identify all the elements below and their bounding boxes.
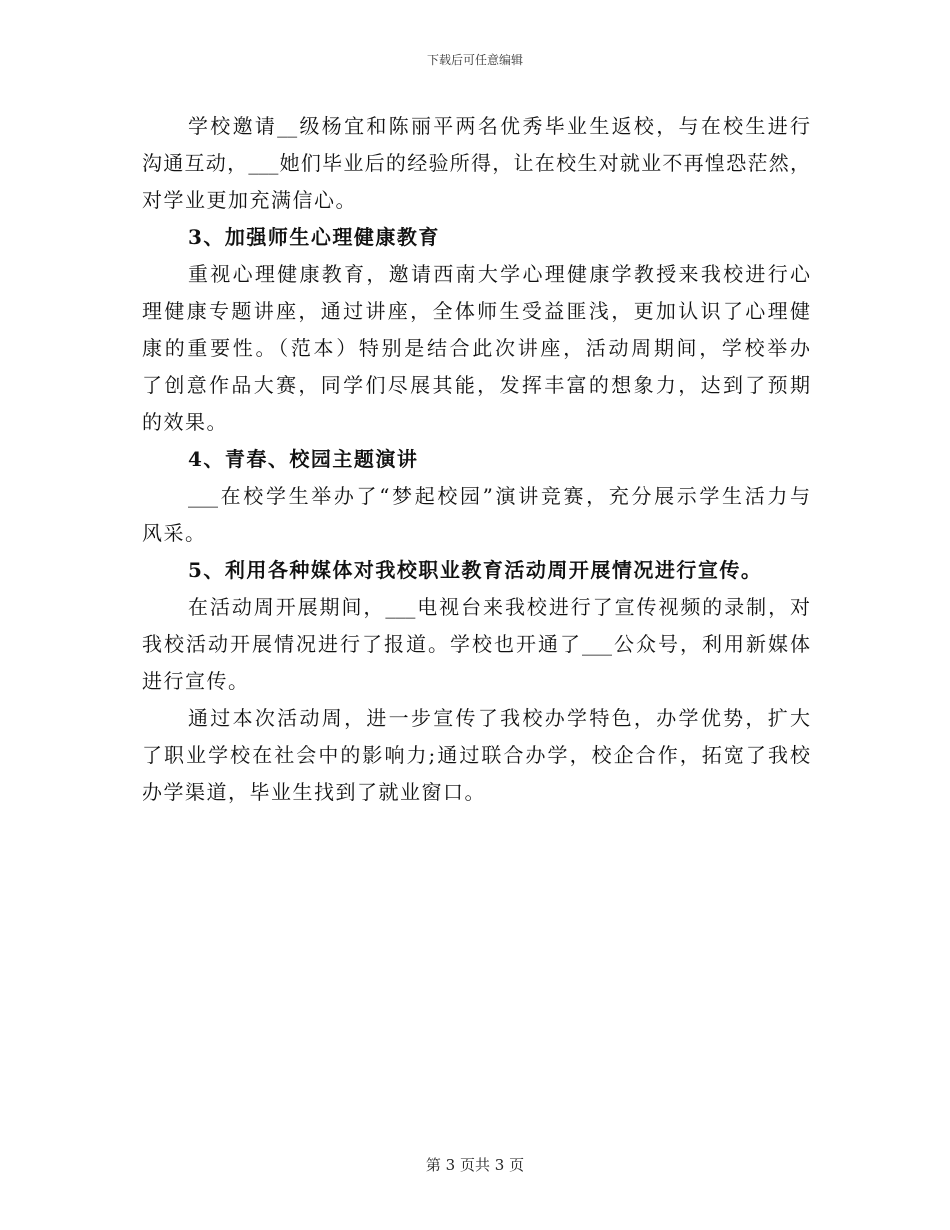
page-header: 下载后可任意编辑 — [426, 53, 523, 67]
paragraph-line: 对学业更加充满信心。 — [142, 188, 357, 212]
paragraph-line: 重视心理健康教育，邀请西南大学心理健康学教授来我校进行心 — [188, 262, 810, 286]
paragraph-line: 学校邀请__级杨宜和陈丽平两名优秀毕业生返校，与在校生进行 — [188, 114, 810, 138]
paragraph-line: ___在校学生举办了“梦起校园”演讲竞赛，充分展示学生活力与 — [188, 484, 810, 508]
page-footer: 第 3 页共 3 页 — [425, 1156, 525, 1174]
paragraph-line: 了职业学校在社会中的影响力;通过联合办学，校企合作，拓宽了我校 — [142, 743, 810, 767]
paragraph-line: 风采。 — [142, 521, 207, 545]
paragraph-line: 了创意作品大赛，同学们尽展其能，发挥丰富的想象力，达到了预期 — [142, 373, 810, 397]
section-heading: 3、加强师生心理健康教育 — [188, 225, 440, 249]
section-heading: 4、青春、校园主题演讲 — [188, 447, 419, 471]
paragraph-line: 在活动周开展期间，___电视台来我校进行了宣传视频的录制，对 — [188, 595, 810, 619]
paragraph-line: 理健康专题讲座，通过讲座，全体师生受益匪浅，更加认识了心理健 — [142, 299, 810, 323]
paragraph-line: 进行宣传。 — [142, 669, 250, 693]
paragraph-line: 康的重要性。（范本）特别是结合此次讲座，活动周期间，学校举办 — [142, 336, 810, 360]
paragraph-line: 通过本次活动周，进一步宣传了我校办学特色，办学优势，扩大 — [188, 706, 810, 730]
paragraph-line: 沟通互动，___她们毕业后的经验所得，让在校生对就业不再惶恐茫然， — [142, 151, 810, 175]
paragraph-line: 办学渠道，毕业生找到了就业窗口。 — [142, 780, 486, 804]
section-heading: 5、利用各种媒体对我校职业教育活动周开展情况进行宣传。 — [188, 558, 763, 582]
paragraph-line: 的效果。 — [142, 410, 228, 434]
paragraph-line: 我校活动开展情况进行了报道。学校也开通了___公众号，利用新媒体 — [142, 632, 810, 656]
document-body — [142, 108, 810, 811]
